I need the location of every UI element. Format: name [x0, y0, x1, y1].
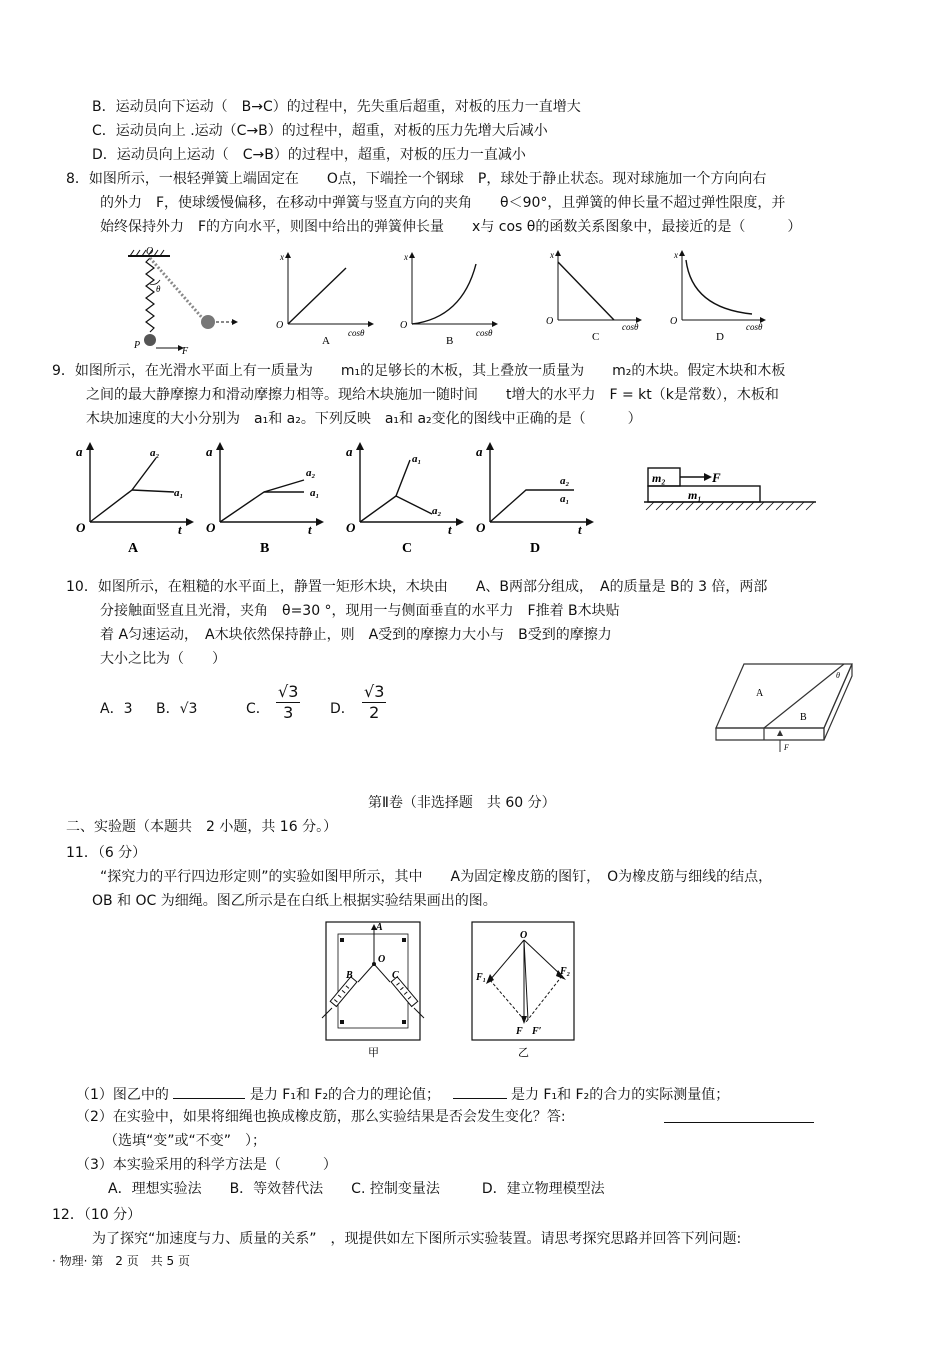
- q8-graph-a-origin: O: [276, 320, 284, 331]
- q11-jia-a: A: [376, 922, 383, 933]
- q9-graph-c-o: O: [346, 520, 356, 535]
- q11-yi-o: O: [520, 930, 528, 941]
- q10-option-b: B．√3: [156, 701, 198, 717]
- q10-option-d-den: 2: [369, 703, 380, 722]
- q9-graph-c-a2: a₂: [432, 505, 442, 517]
- q8-graph-b-origin: O: [400, 320, 408, 331]
- q9-graph-d-a2: a₂: [560, 475, 570, 487]
- q9-line-1: 9．如图所示，在光滑水平面上有一质量为 m₁的足够长的木板，其上叠放一质量为 m₂的木块。假定木块和木板: [52, 363, 786, 379]
- q10-fig-a: A: [756, 688, 764, 699]
- q8-graph-c-axis: cosθ: [622, 322, 639, 332]
- q9-graph-a-t: t: [178, 522, 182, 537]
- q8-line-1: 8．如图所示，一根轻弹簧上端固定在 O点，下端拴一个钢球 P，球处于静止状态。现对球施加一个方向向右: [66, 171, 767, 187]
- q7-option-b: B．运动员向下运动（ B→C）的过程中，先失重后超重，对板的压力一直增大: [92, 99, 581, 115]
- q9-graph-b-a: a: [206, 444, 213, 459]
- q8-graph-b-axis: cosθ: [476, 328, 493, 338]
- q10-block-figure: [710, 656, 860, 756]
- q9-block-m2: m₂: [652, 471, 666, 485]
- q11-sub-1-c: 是力 F₁和 F₂的合力的实际测量值；: [510, 1087, 730, 1103]
- q9-graph-a: [70, 438, 200, 560]
- q11-sub-2: （2）在实验中，如果将细绳也换成橡皮筋，那么实验结果是否会发生变化？答:: [76, 1109, 566, 1125]
- q8-graph-a-letter: A: [322, 335, 330, 347]
- q11-line-1: “探究力的平行四边形定则”的实验如图甲所示，其中 A为固定橡皮筋的图钉， O为橡皮筋与细线的结点，: [100, 869, 773, 885]
- q8-graph-d-axis: cosθ: [746, 322, 763, 332]
- q11-yi-fp: F′: [532, 1026, 542, 1037]
- q9-graph-d-letter: D: [530, 541, 541, 556]
- q8-graph-b-x: x: [404, 252, 408, 262]
- q11-sub-3-options: A．理想实验法 B．等效替代法 C. 控制变量法 D．建立物理模型法: [108, 1181, 605, 1197]
- q8-spring-figure: [120, 244, 240, 360]
- q9-graph-d-a: a: [476, 444, 483, 459]
- section-2-title: 第Ⅱ卷（非选择题 共 60 分）: [368, 795, 556, 811]
- q9-graph-d-t: t: [578, 522, 582, 537]
- q11-figure-jia: [318, 918, 428, 1062]
- q9-graph-c-t: t: [448, 522, 452, 537]
- q10-option-c-den: 3: [283, 703, 294, 722]
- q9-graph-a-letter: A: [128, 541, 139, 556]
- q10-option-a: A．3: [100, 701, 133, 717]
- q10-option-d-num: √3: [364, 682, 385, 701]
- q11-head: 11．（6 分）: [66, 845, 147, 861]
- q9-graph-b-a1: a₁: [310, 487, 320, 499]
- q9-graph-a-a1: a₁: [174, 487, 184, 499]
- q9-graph-b-a2: a₂: [306, 467, 316, 479]
- q8-graph-d-x: x: [674, 250, 678, 260]
- q10-option-c-label: C．: [246, 701, 270, 717]
- q9-graph-b: [200, 438, 340, 560]
- q7-option-c: C．运动员向上 .运动（C→B）的过程中，超重，对板的压力先增大后减小: [92, 123, 548, 139]
- q8-line-3: 始终保持外力 F的方向水平，则图中给出的弹簧伸长量 x与 cos θ的函数关系图象中，最接近的是（ ）: [100, 219, 802, 235]
- q9-graph-c: [340, 438, 470, 560]
- q9-graph-d-a1: a₁: [560, 493, 570, 505]
- q11-blank-change[interactable]: [664, 1108, 814, 1128]
- q8-graph-a-x: x: [280, 252, 284, 262]
- q9-block-f: F: [712, 470, 721, 485]
- q8-line-2: 的外力 F，使球缓慢偏移，在移动中弹簧与竖直方向的夹角 θ＜90°，且弹簧的伸长量不超过弹性限度，并: [100, 195, 786, 211]
- q11-fig-yi-label: 乙: [518, 1047, 529, 1059]
- q9-graph-d: [470, 438, 600, 560]
- q8-graph-c-x: x: [550, 250, 554, 260]
- q10-fig-b: B: [800, 712, 807, 723]
- q9-block-figure: [640, 460, 820, 520]
- q10-line-2: 分接触面竖直且光滑，夹角 θ=30 °，现用一与侧面垂直的水平力 F推着 B木块贴: [100, 603, 620, 619]
- q9-graph-b-letter: B: [260, 541, 270, 556]
- q8-graph-d: [664, 248, 794, 348]
- q11-sub-1-a: （1）图乙中的: [76, 1087, 169, 1103]
- q10-fig-theta: θ: [836, 671, 840, 680]
- q11-sub-1-b: 是力 F₁和 F₂的合力的理论值；: [249, 1087, 441, 1103]
- q10-option-d-label: D．: [330, 701, 355, 717]
- q9-graph-a-a: a: [76, 444, 83, 459]
- q11-sub-2-hint: （选填“变”或“不变” ）；: [104, 1133, 267, 1149]
- q8-graph-c-letter: C: [592, 331, 600, 343]
- q9-graph-b-t: t: [308, 522, 312, 537]
- q9-graph-b-o: O: [206, 520, 216, 535]
- q11-jia-c: C: [392, 970, 399, 981]
- q8-label-p: P: [134, 340, 141, 351]
- q8-graph-b: [392, 248, 522, 348]
- page-footer: · 物理· 第 2 页 共 5 页: [52, 1254, 190, 1268]
- q8-graph-a-axis: cosθ: [348, 328, 365, 338]
- q10-line-3: 着 A匀速运动， A木块依然保持静止，则 A受到的摩擦力大小与 B受到的摩擦力: [100, 627, 612, 643]
- q8-graph-c-origin: O: [546, 316, 554, 327]
- q8-label-f: F: [182, 346, 189, 357]
- q8-label-theta: θ: [156, 284, 161, 294]
- q8-graph-b-letter: B: [446, 335, 454, 347]
- q9-graph-a-a2: a₂: [150, 447, 160, 459]
- q11-line-2: OB 和 OC 为细绳。图乙所示是在白纸上根据实验结果画出的图。: [92, 893, 497, 909]
- q11-jia-b: B: [346, 970, 353, 981]
- section-2-heading: 二、实验题（本题共 2 小题，共 16 分。）: [66, 819, 338, 835]
- q11-blank-measured[interactable]: [453, 1084, 507, 1099]
- q8-graph-c: [540, 248, 670, 348]
- q9-block-m1: m₁: [688, 488, 702, 502]
- q9-graph-c-a1: a₁: [412, 453, 422, 465]
- q7-option-d: D．运动员向上运动（ C→B）的过程中，超重，对板的压力一直减小: [92, 147, 526, 163]
- q12-line-1: 为了探究“加速度与力、质量的关系” ，现提供如左下图所示实验装置。请思考探究思路并回答下列问题:: [92, 1231, 742, 1247]
- q10-option-c-num: √3: [278, 682, 299, 701]
- q12-head: 12．（10 分）: [52, 1207, 142, 1223]
- q9-line-2: 之间的最大静摩擦力和滑动摩擦力相等。现给木块施加一随时间 t增大的水平力 F = kt（k是常数），木板和: [86, 387, 779, 403]
- q11-yi-f: F: [516, 1026, 523, 1037]
- q9-line-3: 木块加速度的大小分别为 a₁和 a₂。下列反映 a₁和 a₂变化的图线中正确的是（ ）: [86, 411, 642, 427]
- q11-jia-o: O: [378, 954, 386, 965]
- q10-option-c-fraction: [272, 682, 304, 723]
- q11-sub-3: （3）本实验采用的科学方法是（ ）: [76, 1157, 337, 1173]
- q10-option-d-fraction: [358, 682, 390, 723]
- q9-graph-c-a: a: [346, 444, 353, 459]
- q8-graph-d-origin: O: [670, 316, 678, 327]
- q11-yi-f1: F₁: [476, 972, 487, 983]
- q11-figure-yi: [470, 918, 580, 1062]
- q10-line-1: 10．如图所示，在粗糙的水平面上，静置一矩形木块，木块由 A、B两部分组成， A的质量是 B的 3 倍，两部: [66, 579, 768, 595]
- q8-label-o: O: [146, 246, 154, 257]
- q11-yi-f2: F₂: [560, 966, 571, 977]
- q8-graph-d-letter: D: [716, 331, 724, 343]
- q10-line-4: 大小之比为（ ）: [100, 651, 226, 667]
- q9-graph-a-o: O: [76, 520, 86, 535]
- q11-fig-jia-label: 甲: [368, 1047, 379, 1059]
- q11-blank-theory[interactable]: [173, 1084, 245, 1099]
- q9-graph-d-o: O: [476, 520, 486, 535]
- q11-sub-1: [76, 1084, 729, 1104]
- q9-graph-c-letter: C: [402, 541, 413, 556]
- q10-fig-f: F: [784, 743, 789, 752]
